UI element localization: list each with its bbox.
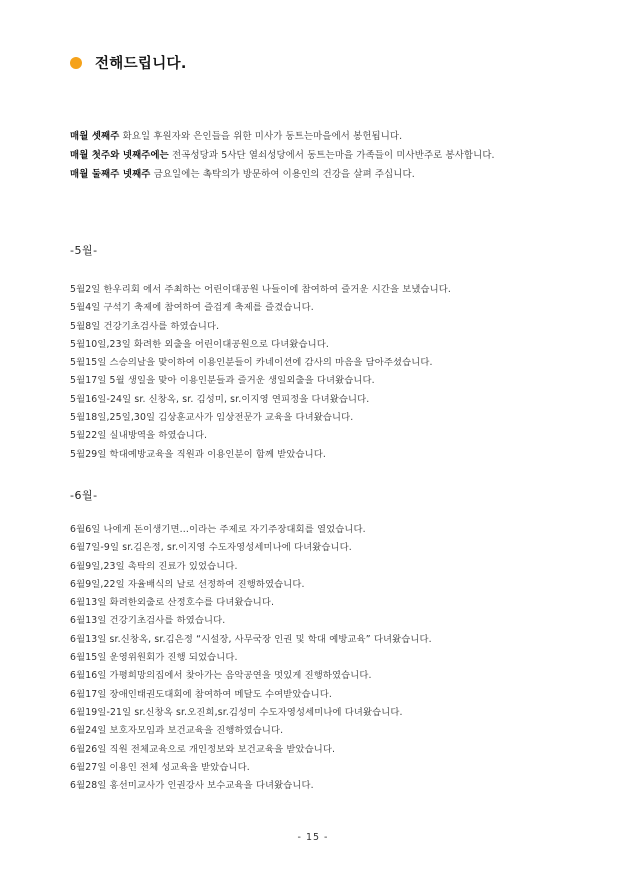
list-item: 6월9일,22일 자율배식의 날로 선정하여 진행하였습니다. — [70, 578, 305, 590]
list-item: 5월8일 건강기초검사를 하였습니다. — [70, 320, 220, 332]
list-item: 5월10일,23일 화려한 외출을 어린이대공원으로 다녀왔습니다. — [70, 338, 329, 350]
list-item: 6월27일 이용인 전체 성교육을 받았습니다. — [70, 761, 250, 773]
list-item: 6월13일 sr.신창옥, sr.김은정 “시설장, 사무국장 인권 및 학대 예방교육” 다녀왔습니다. — [70, 633, 432, 645]
notice-emphasis: 매월 둘째주 넷째주 — [70, 169, 151, 180]
list-item: 5월16일-24일 sr. 신창옥, sr. 김성미, sr.이지영 연피정을 다녀왔습니다. — [70, 393, 370, 405]
orange-bullet-icon — [70, 57, 82, 69]
notice-paragraph — [70, 146, 580, 165]
list-item: 6월9일,23일 촉탁의 진료가 있었습니다. — [70, 560, 238, 572]
notice-text: 화요일 후원자와 은인들을 위한 미사가 동트는마을에서 봉헌됩니다. — [119, 131, 403, 142]
list-item: 5월18일,25일,30일 김상훈교사가 임상전문가 교육을 다녀왔습니다. — [70, 412, 354, 424]
month-heading-may: -5월- — [70, 244, 98, 257]
notice-paragraph — [70, 127, 580, 146]
list-item: 5월17일 5월 생일을 맞아 이용인분들과 즐거운 생일외출을 다녀왔습니다. — [70, 375, 375, 387]
notice-text: 전곡성당과 5사단 열쇠성당에서 동트는마을 가족들이 미사반주로 봉사합니다. — [168, 150, 495, 161]
list-item: 6월17일 장애인태권도대회에 참여하여 메달도 수여받았습니다. — [70, 688, 332, 700]
list-item: 6월13일 건강기초검사를 하였습니다. — [70, 615, 226, 627]
notice-text: 금요일에는 촉탁의가 방문하여 이용인의 건강을 살펴 주십니다. — [150, 169, 415, 180]
list-item: 6월7일-9일 sr.김은정, sr.이지영 수도자영성세미나에 다녀왔습니다. — [70, 542, 352, 554]
month-heading-june: -6월- — [70, 489, 98, 502]
list-item: 6월24일 보호자모임과 보건교육을 진행하였습니다. — [70, 725, 284, 737]
may-events-list — [70, 281, 590, 464]
intro-notices — [70, 127, 580, 184]
page-number: - 15 - — [297, 832, 329, 843]
list-item: 6월26일 직원 전체교육으로 개인정보와 보건교육을 받았습니다. — [70, 743, 336, 755]
list-item: 5월15일 스승의날을 맞이하여 이용인분들이 카네이션에 감사의 마음을 담아주셨습니다. — [70, 357, 433, 369]
list-item: 6월6일 나에게 돈이생기면...이라는 주제로 자기주장대회를 열었습니다. — [70, 524, 366, 535]
notice-emphasis: 매월 셋째주 — [70, 131, 120, 142]
section-title: 전해드립니다. — [95, 56, 187, 72]
list-item: 6월15일 운영위원회가 진행 되었습니다. — [70, 652, 238, 664]
list-item: 5월2일 한우리회 에서 주최하는 어린이대공원 나들이에 참여하여 즐거운 시간을 보냈습니다. — [70, 284, 452, 295]
list-item: 6월28일 홍선미교사가 인권강사 보수교육을 다녀왔습니다. — [70, 780, 314, 792]
notice-emphasis: 매월 첫주와 넷째주에는 — [70, 150, 169, 161]
june-events-list — [70, 521, 590, 795]
list-item: 5월22일 실내방역을 하였습니다. — [70, 430, 208, 442]
section-heading — [70, 52, 187, 73]
list-item: 6월19일-21일 sr.신창옥 sr.오진희,sr.김성미 수도자영성세미나에 다녀왔습니다. — [70, 706, 403, 718]
list-item: 6월16일 가평희망의집에서 찾아가는 음악공연을 멋있게 진행하였습니다. — [70, 670, 372, 682]
list-item: 6월13일 화려한외출로 산정호수를 다녀왔습니다. — [70, 597, 275, 609]
list-item: 5월4일 구석기 축제에 참여하여 즐겁게 축제를 즐겼습니다. — [70, 302, 314, 314]
notice-paragraph — [70, 165, 580, 184]
list-item: 5월29일 학대예방교육을 직원과 이용인분이 함께 받았습니다. — [70, 448, 326, 460]
